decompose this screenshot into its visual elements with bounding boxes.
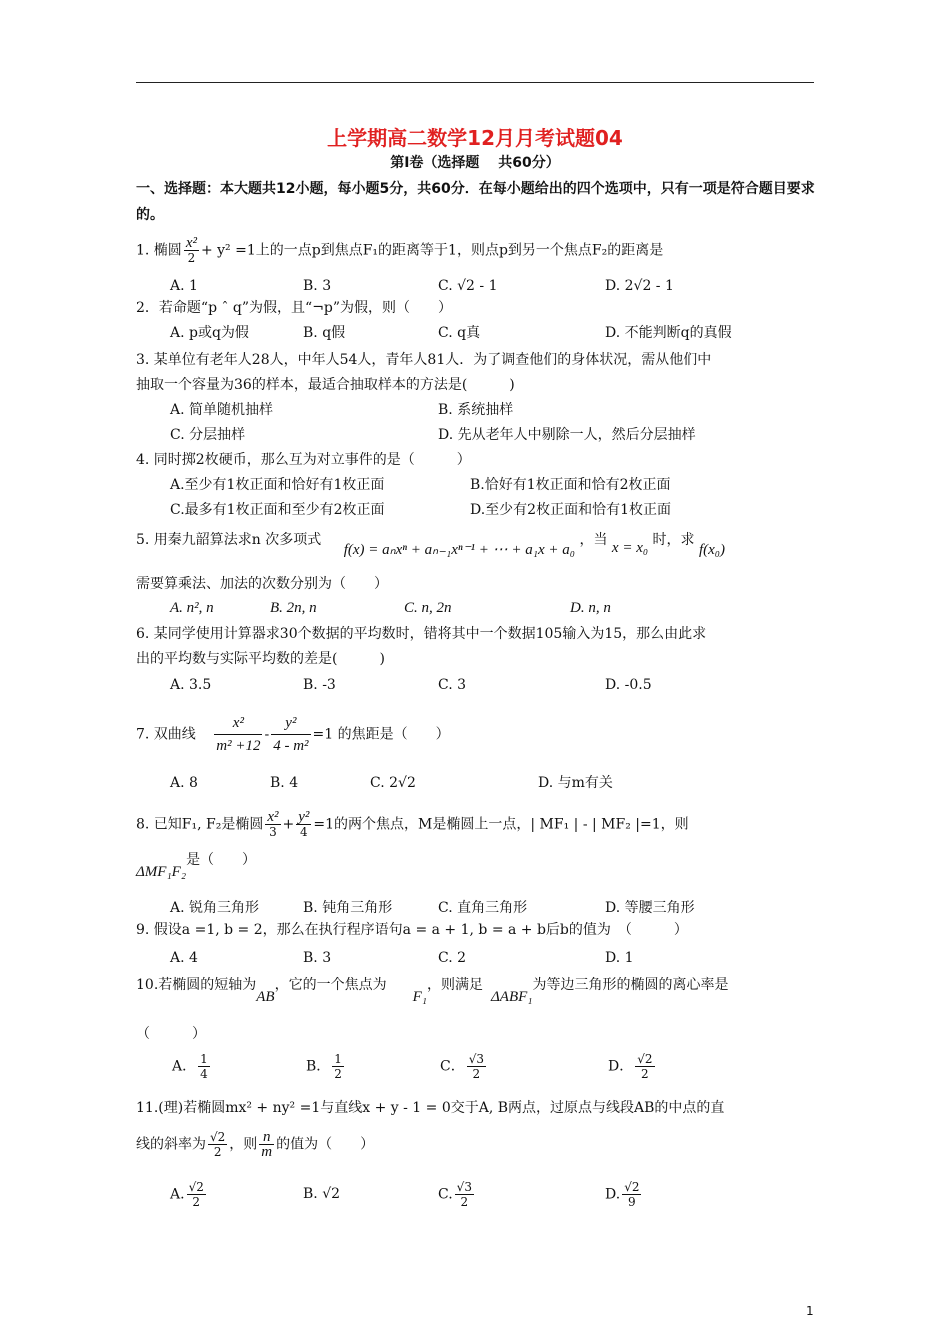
question-10-line-2: （ ） [136, 1026, 206, 1042]
q6-option-c: C. 3 [438, 677, 467, 693]
q1-option-d: D. 2√2 - 1 [605, 278, 674, 294]
q8-option-c: C. 直角三角形 [438, 900, 528, 916]
page-title: 上学期高二数学12月月考试题04 [327, 126, 623, 150]
section-instruction: 一、选择题：本大题共12小题，每小题5分，共60分．在每小题给出的四个选项中，只有一项是符合题目要求的。 [136, 181, 815, 223]
q8-option-a: A. 锐角三角形 [170, 900, 260, 916]
question-7: 7. 双曲线 $\frac{\text{x²}}{\text{m² +12}}$ - $\frac{\text{y²}}{\text{4 - m²}}$ =1 的焦距是（ ） [136, 712, 450, 757]
question-11-line-2: 线的斜率为 $\frac{√2}{2}$ ，则 $\frac{n}{m}$ 的值为（ ） [136, 1129, 375, 1160]
question-8-line-2: ΔMF₁F₂是（ ） [136, 852, 257, 880]
q3-option-a: A. 简单随机抽样 [170, 402, 274, 418]
q8-option-b: B. 钝角三角形 [303, 900, 393, 916]
question-11-line-1: 11.(理)若椭圆mx² + ny² =1与直线x + y - 1 = 0交于A, B两点，过原点与线段AB的中点的直 [136, 1100, 725, 1116]
q11-option-a: A. $\frac{√2}{2}$ [170, 1180, 204, 1209]
q4-option-d: D.至少有2枚正面和恰有1枚正面 [470, 502, 671, 518]
question-8-line-1: 8. 已知F₁, F₂是椭圆 $\frac{\text{x²}}{3}$ + $\frac{\text{y²}}{4}$ =1的两个焦点，M是椭圆上一点，| MF₁ | - | MF₂ |=1，则 [136, 809, 689, 839]
q9-option-d: D. 1 [605, 950, 634, 966]
q1-option-b: B. 3 [303, 278, 332, 294]
q7-option-d: D. 与m有关 [538, 775, 613, 791]
polynomial-formula: f(x) = aₙxⁿ + aₙ₋₁xⁿ⁻¹ + ⋯ + a₁x + a₀ [343, 542, 576, 558]
q3-option-c: C. 分层抽样 [170, 427, 246, 443]
q1-option-c: C. √2 - 1 [438, 278, 498, 294]
q5-option-d: D. n, n [570, 600, 611, 616]
section-subtitle: 第Ⅰ卷（选择题 共60分） [390, 155, 560, 171]
q4-option-b: B.恰好有1枚正面和恰有2枚正面 [470, 477, 671, 493]
fraction: $\frac{\text{x²}}{3}$ [267, 809, 279, 839]
question-5-line-2: 需要算乘法、加法的次数分别为（ ） [136, 576, 388, 592]
q3-option-d: D. 先从老年人中剔除一人，然后分层抽样 [438, 427, 696, 443]
q9-option-b: B. 3 [303, 950, 332, 966]
header-rule [136, 82, 814, 83]
q10-option-d: D． $\frac{√2}{2}$ [608, 1052, 653, 1081]
q5-option-c: C. n, 2n [404, 600, 452, 616]
question-6-line-2: 出的平均数与实际平均数的差是( ) [136, 651, 385, 667]
q11-option-c: C. $\frac{√3}{2}$ [438, 1180, 472, 1209]
question-5-line-1: 5. 用秦九韶算法求n 次多项式 f(x) = aₙxⁿ + aₙ₋₁xⁿ⁻¹ + ⋯ + a₁x + a₀ ，当 x = x₀ 时，求 f(x₀) [136, 532, 726, 558]
q11-option-d: D. $\frac{√2}{9}$ [605, 1180, 640, 1209]
q2-option-b: B. q假 [303, 325, 346, 341]
fraction: $\frac{√2}{2}$ [210, 1130, 226, 1159]
q7-option-a: A. 8 [170, 775, 198, 791]
q6-option-d: D. -0.5 [605, 677, 652, 693]
q4-option-a: A.至少有1枚正面和恰好有1枚正面 [170, 477, 385, 493]
q10-option-b: B． $\frac{1}{2}$ [306, 1052, 342, 1081]
q7-option-b: B. 4 [270, 775, 299, 791]
q2-option-a: A. p或q为假 [170, 325, 249, 341]
fraction: $\frac{\text{x²}}{2}$ [185, 235, 197, 265]
q3-option-b: B. 系统抽样 [438, 402, 514, 418]
q6-option-b: B. -3 [303, 677, 336, 693]
q4-option-c: C.最多有1枚正面和至少有2枚正面 [170, 502, 385, 518]
q11-option-b: B. √2 [303, 1186, 341, 1202]
q7-option-c: C. 2√2 [370, 775, 416, 791]
fraction: $\frac{n}{m}$ [261, 1129, 273, 1160]
q9-option-a: A. 4 [170, 950, 198, 966]
question-2: 2．若命题“p ˆ q”为假，且“¬p”为假，则（ ） [136, 300, 453, 316]
fraction: $\frac{\text{x²}}{\text{m² +12}}$ [214, 712, 262, 757]
q9-option-c: C. 2 [438, 950, 467, 966]
q2-option-c: C. q真 [438, 325, 481, 341]
question-3-line-1: 3. 某单位有老年人28人，中年人54人，青年人81人．为了调查他们的身体状况，需从他们中 [136, 352, 712, 368]
q5-option-a: A. n², n [170, 600, 214, 616]
question-9: 9. 假设a =1, b = 2，那么在执行程序语句a = a + 1, b = a + b后b的值为 （ ） [136, 922, 688, 938]
q6-option-a: A. 3.5 [170, 677, 212, 693]
q10-option-c: C． $\frac{√3}{2}$ [440, 1052, 484, 1081]
fraction: $\frac{\text{y²}}{\text{4 - m²}}$ [271, 712, 310, 757]
page-number: 1 [806, 1304, 814, 1318]
question-1: 1. 椭圆 $\frac{\text{x²}}{2}$ + y² =1上的一点p到焦点F₁的距离等于1，则点p到另一个焦点F₂的距离是 [136, 235, 664, 265]
q2-option-d: D. 不能判断q的真假 [605, 325, 732, 341]
q1-option-a: A. 1 [170, 278, 198, 294]
question-3-line-2: 抽取一个容量为36的样本，最适合抽取样本的方法是( ) [136, 377, 515, 393]
q8-option-d: D. 等腰三角形 [605, 900, 695, 916]
question-4: 4. 同时掷2枚硬币，那么互为对立事件的是（ ） [136, 452, 471, 468]
fraction: $\frac{\text{y²}}{4}$ [298, 809, 310, 839]
q5-option-b: B. 2n, n [270, 600, 317, 616]
question-10-line-1: 10.若椭圆的短轴为AB，它的一个焦点为F₁，则满足ΔABF₁为等边三角形的椭圆的离心率是 [136, 977, 729, 1005]
question-6-line-1: 6. 某同学使用计算器求30个数据的平均数时，错将其中一个数据105输入为15，那么由此求 [136, 626, 707, 642]
q10-option-a: A． $\frac{1}{4}$ [172, 1052, 208, 1081]
